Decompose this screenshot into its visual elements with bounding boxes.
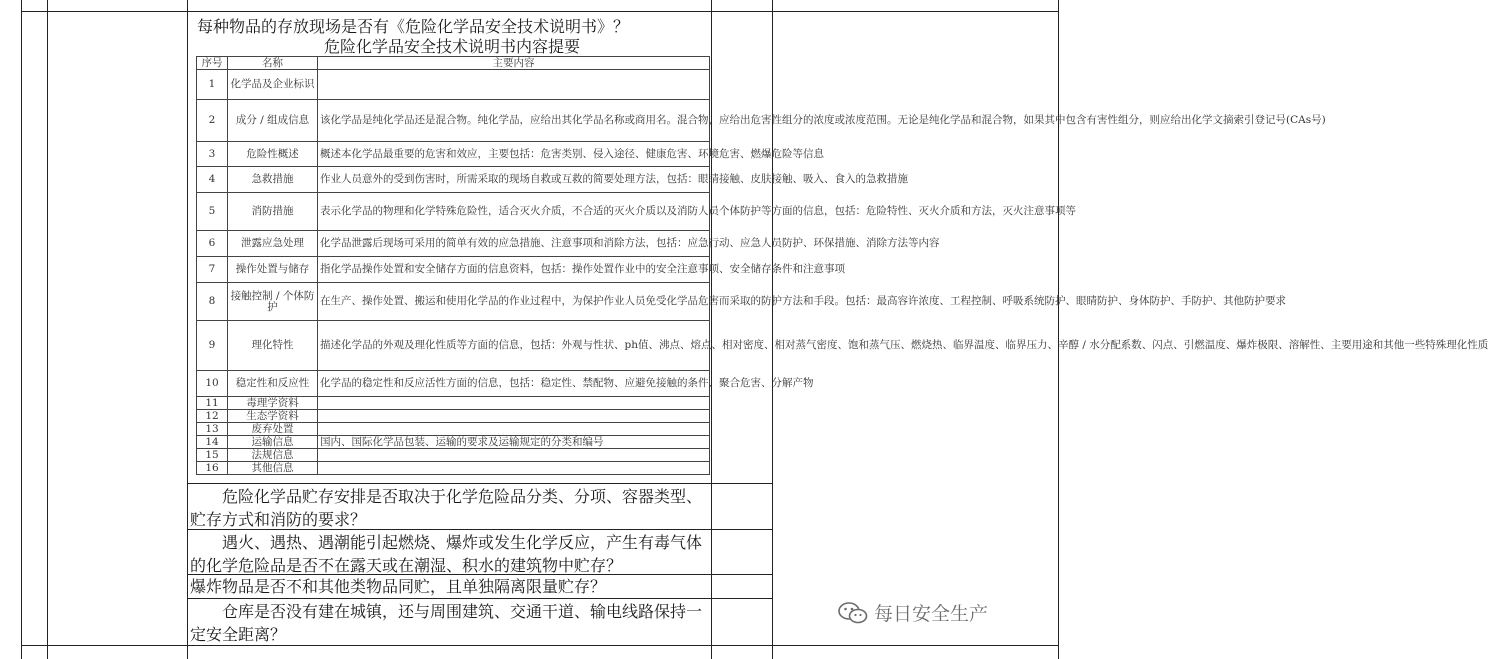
watermark-text: 每日安全生产 xyxy=(874,603,989,625)
row-desc xyxy=(318,70,710,100)
sds-table-header xyxy=(197,57,710,70)
row-name: 急救措施 xyxy=(228,167,318,193)
table-row xyxy=(197,142,710,167)
grid-line-left-2 xyxy=(47,0,48,659)
table-row xyxy=(197,462,710,475)
grid-line-left-3 xyxy=(187,0,188,659)
watermark xyxy=(838,599,988,626)
header-name: 名称 xyxy=(228,57,318,70)
table-row xyxy=(197,100,710,142)
row-name: 泄露应急处理 xyxy=(228,231,318,257)
table-row xyxy=(197,167,710,193)
row-no: 4 xyxy=(197,167,228,193)
table-row xyxy=(197,257,710,283)
table-row xyxy=(197,449,710,462)
sds-table-title: 危险化学品安全技术说明书内容提要 xyxy=(323,37,580,56)
row-no: 5 xyxy=(197,193,228,231)
row-no: 3 xyxy=(197,142,228,167)
grid-line-right-outer xyxy=(1058,0,1059,659)
row-desc: 作业人员意外的受到伤害时，所需采取的现场自救或互救的简要处理方法，包括：眼睛接触、皮肤接触、吸入、食入的急救措施 xyxy=(318,167,710,193)
table-row xyxy=(197,410,710,423)
question-storage-doc: 每种物品的存放现场是否有《危险化学品安全技术说明书》？ xyxy=(197,17,630,36)
header-content: 主要内容 xyxy=(318,57,710,70)
row-desc xyxy=(318,462,710,475)
table-row xyxy=(197,321,710,371)
table-row xyxy=(197,397,710,410)
row-desc: 表示化学品的物理和化学特殊危险性，适合灭火介质，不合适的灭火介质以及消防人员个体防护等方面的信息，包括：危险特性、灭火介质和方法，灭火注意事项等 xyxy=(318,193,710,231)
row-desc: 在生产、操作处置、搬运和使用化学品的作业过程中，为保护作业人员免受化学品危害而采取的防护方法和手段。包括：最高容许浓度、工程控制、呼吸系统防护、眼睛防护、身体防护、手防护、其他防护要求 xyxy=(318,283,710,321)
row-no: 6 xyxy=(197,231,228,257)
row-name: 操作处置与储存 xyxy=(228,257,318,283)
table-row xyxy=(197,283,710,321)
row-name: 其他信息 xyxy=(228,462,318,475)
row-divider-1 xyxy=(187,483,773,484)
row-no: 11 xyxy=(197,397,228,410)
row-name: 理化特性 xyxy=(228,321,318,371)
row-desc: 描述化学品的外观及理化性质等方面的信息，包括：外观与性状、ph值、沸点、熔点、相对密度、相对蒸气密度、饱和蒸气压、燃烧热、临界温度、临界压力、辛醇 / 水分配系数、闪点、引燃温度、爆炸极限、溶解性、主要用途和其他一些特殊理化性质 xyxy=(318,321,710,371)
row-no: 15 xyxy=(197,449,228,462)
row-name: 成分 / 组成信息 xyxy=(228,100,318,142)
row-no: 2 xyxy=(197,100,228,142)
question-warehouse-location: 仓库是否没有建在城镇，还与周围建筑、交通干道、输电线路保持一定安全距离？ xyxy=(190,602,703,644)
row-name: 运输信息 xyxy=(228,436,318,449)
table-row xyxy=(197,423,710,436)
row-name: 法规信息 xyxy=(228,449,318,462)
row-no: 14 xyxy=(197,436,228,449)
wechat-icon xyxy=(838,601,868,625)
row-desc: 化学品泄露后现场可采用的简单有效的应急措施、注意事项和消除方法，包括：应急行动、应急人员防护、环保措施、消除方法等内容 xyxy=(318,231,710,257)
question-storage-arrangement: 危险化学品贮存安排是否取决于化学危险品分类、分项、容器类型、贮存方式和消防的要求？ xyxy=(190,487,703,529)
row-no: 7 xyxy=(197,257,228,283)
grid-line-mid xyxy=(711,0,712,659)
row-desc xyxy=(318,449,710,462)
grid-line-mid-2 xyxy=(772,0,773,659)
header-no: 序号 xyxy=(197,57,228,70)
row-no: 16 xyxy=(197,462,228,475)
table-row xyxy=(197,371,710,397)
question-reactive-storage: 遇火、遇热、遇潮能引起燃烧、爆炸或发生化学反应，产生有毒气体的化学危险品是否不在露天或在潮湿、积水的建筑物中贮存？ xyxy=(190,533,703,575)
row-divider-4 xyxy=(187,598,773,599)
row-desc: 概述本化学品最重要的危害和效应，主要包括：危害类别、侵入途径、健康危害、环境危害、燃爆危险等信息 xyxy=(318,142,710,167)
row-desc: 国内、国际化学品包装、运输的要求及运输规定的分类和编号 xyxy=(318,436,710,449)
row-name: 接触控制 / 个体防护 xyxy=(228,283,318,321)
row-desc: 指化学品操作处置和安全储存方面的信息资料，包括：操作处置作业中的安全注意事项、安全储存条件和注意事项 xyxy=(318,257,710,283)
table-row xyxy=(197,70,710,100)
row-no: 13 xyxy=(197,423,228,436)
row-desc xyxy=(318,423,710,436)
row-name: 稳定性和反应性 xyxy=(228,371,318,397)
table-row xyxy=(197,231,710,257)
row-desc: 化学品的稳定性和反应活性方面的信息，包括：稳定性、禁配物、应避免接触的条件、聚合危害、分解产物 xyxy=(318,371,710,397)
question-explosives-storage: 爆炸物品是否不和其他类物品同贮，且单独隔离限量贮存？ xyxy=(190,577,607,596)
row-no: 12 xyxy=(197,410,228,423)
row-desc xyxy=(318,397,710,410)
row-no: 9 xyxy=(197,321,228,371)
table-row xyxy=(197,436,710,449)
row-name: 生态学资料 xyxy=(228,410,318,423)
row-no: 8 xyxy=(197,283,228,321)
row-name: 废弃处置 xyxy=(228,423,318,436)
row-desc: 该化学品是纯化学品还是混合物。纯化学品，应给出其化学品名称或商用名。混合物，应给出危害性组分的浓度或浓度范围。无论是纯化学品和混合物，如果其中包含有害性组分，则应给出化学文摘索引登记号(CAs号) xyxy=(318,100,710,142)
row-desc xyxy=(318,410,710,423)
row-no: 10 xyxy=(197,371,228,397)
row-name: 化学品及企业标识 xyxy=(228,70,318,100)
row-no: 1 xyxy=(197,70,228,100)
grid-line-left-outer xyxy=(21,0,22,659)
row-name: 毒理学资料 xyxy=(228,397,318,410)
table-row xyxy=(197,193,710,231)
sds-table xyxy=(196,56,1488,475)
row-name: 危险性概述 xyxy=(228,142,318,167)
grid-line-top xyxy=(21,11,1059,12)
row-name: 消防措施 xyxy=(228,193,318,231)
